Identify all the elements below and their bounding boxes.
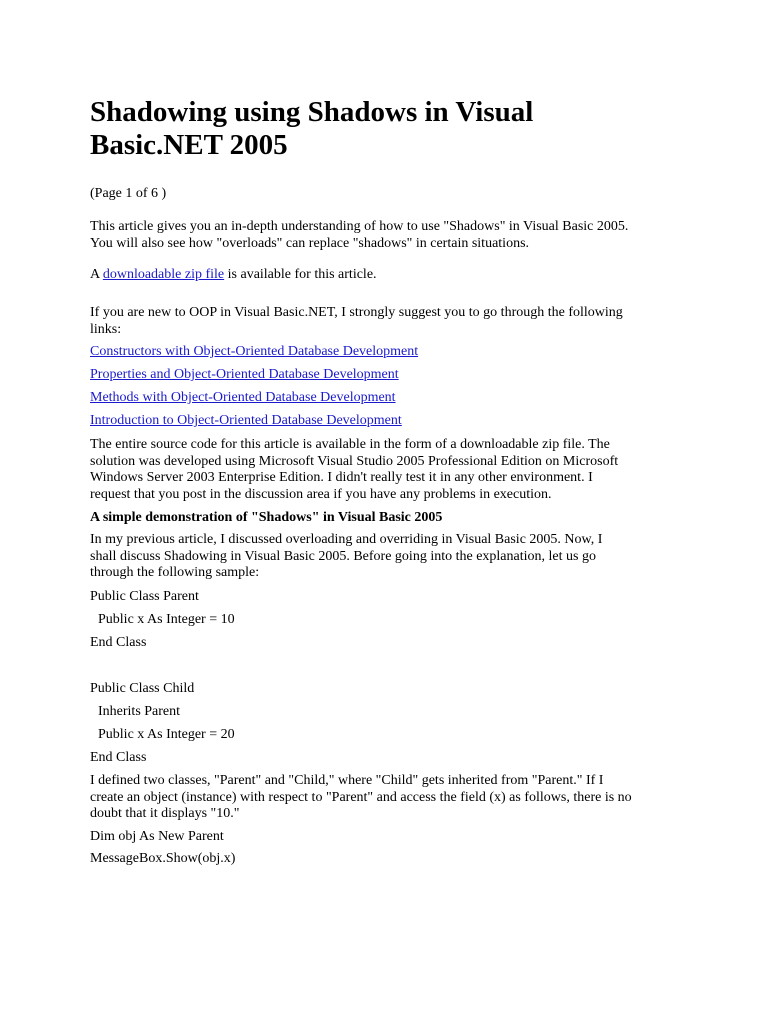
download-suffix: is available for this article.: [227, 267, 377, 282]
previous-line-3: through the following sample:: [90, 565, 260, 580]
download-zip-link[interactable]: downloadable zip file: [102, 267, 225, 282]
link-properties: [90, 367, 680, 384]
link-constructors: [90, 344, 680, 361]
intro-line-1: This article gives you an in-depth understanding of how to use "Shadows" in Visual Basic 2005.: [90, 219, 629, 234]
explanation-paragraph: [90, 773, 680, 823]
properties-link[interactable]: Properties and Object-Oriented Database Development: [90, 367, 399, 382]
article-title: [90, 96, 680, 162]
source-line-2: solution was developed using Microsoft Visual Studio 2005 Professional Edition on Microsoft: [90, 453, 619, 469]
previous-line-1: In my previous article, I discussed overloading and overriding in Visual Basic 2005. Now, I: [90, 532, 603, 547]
source-line-3: Windows Server 2003 Enterprise Edition. I didn't really test it in any other environment. I: [90, 470, 593, 485]
introduction-link[interactable]: Introduction to Object-Oriented Database Development: [90, 413, 402, 428]
previous-article-paragraph: [90, 532, 680, 582]
oop-line-1: If you are new to OOP in Visual Basic.NET, I strongly suggest you to go through the following: [90, 305, 623, 320]
code-child-end-line: End Class: [90, 750, 147, 765]
explain-line-2: create an object (instance) with respect to "Parent" and access the field (x) as follows, there is no: [90, 789, 632, 805]
code-child-class-line: Public Class Child: [90, 681, 195, 696]
intro-paragraph: [90, 219, 680, 252]
code-child-field-line: Public x As Integer = 20: [98, 727, 235, 742]
download-paragraph: [90, 267, 680, 284]
link-methods: [90, 390, 680, 407]
explain-line-3: doubt that it displays "10.": [90, 806, 240, 821]
code-parent-field-line: Public x As Integer = 10: [98, 612, 235, 627]
oop-paragraph: [90, 305, 680, 338]
explain-line-1: I defined two classes, "Parent" and "Child," where "Child" gets inherited from "Parent." If I: [90, 773, 604, 788]
code-parent-class-line: Public Class Parent: [90, 589, 199, 604]
article-title-line-2: Basic.NET 2005: [90, 129, 288, 161]
article-title-line-1: Shadowing using Shadows in Visual: [90, 96, 534, 128]
download-prefix: A: [90, 267, 100, 282]
source-line-4: request that you post in the discussion area if you have any problems in execution.: [90, 486, 552, 502]
code-parent-end-line: End Class: [90, 635, 147, 650]
constructors-link[interactable]: Constructors with Object-Oriented Database Development: [90, 344, 419, 359]
page-indicator: (Page 1 of 6 ): [90, 186, 167, 201]
oop-line-2: links:: [90, 321, 122, 337]
code-child-inherits-line: Inherits Parent: [98, 704, 181, 719]
source-code-paragraph: [90, 437, 680, 503]
link-introduction: [90, 413, 680, 430]
code-usage-dim-line: Dim obj As New Parent: [90, 829, 224, 844]
intro-line-2: You will also see how "overloads" can replace "shadows" in certain situations.: [90, 235, 530, 251]
section-heading: A simple demonstration of "Shadows" in Visual Basic 2005: [90, 510, 443, 525]
source-line-1: The entire source code for this article is available in the form of a downloadable zip file. The: [90, 437, 610, 452]
code-usage-messagebox-line: MessageBox.Show(obj.x): [90, 851, 236, 866]
previous-line-2: shall discuss Shadowing in Visual Basic 2005. Before going into the explanation, let us go: [90, 548, 596, 564]
methods-link[interactable]: Methods with Object-Oriented Database Development: [90, 390, 396, 405]
